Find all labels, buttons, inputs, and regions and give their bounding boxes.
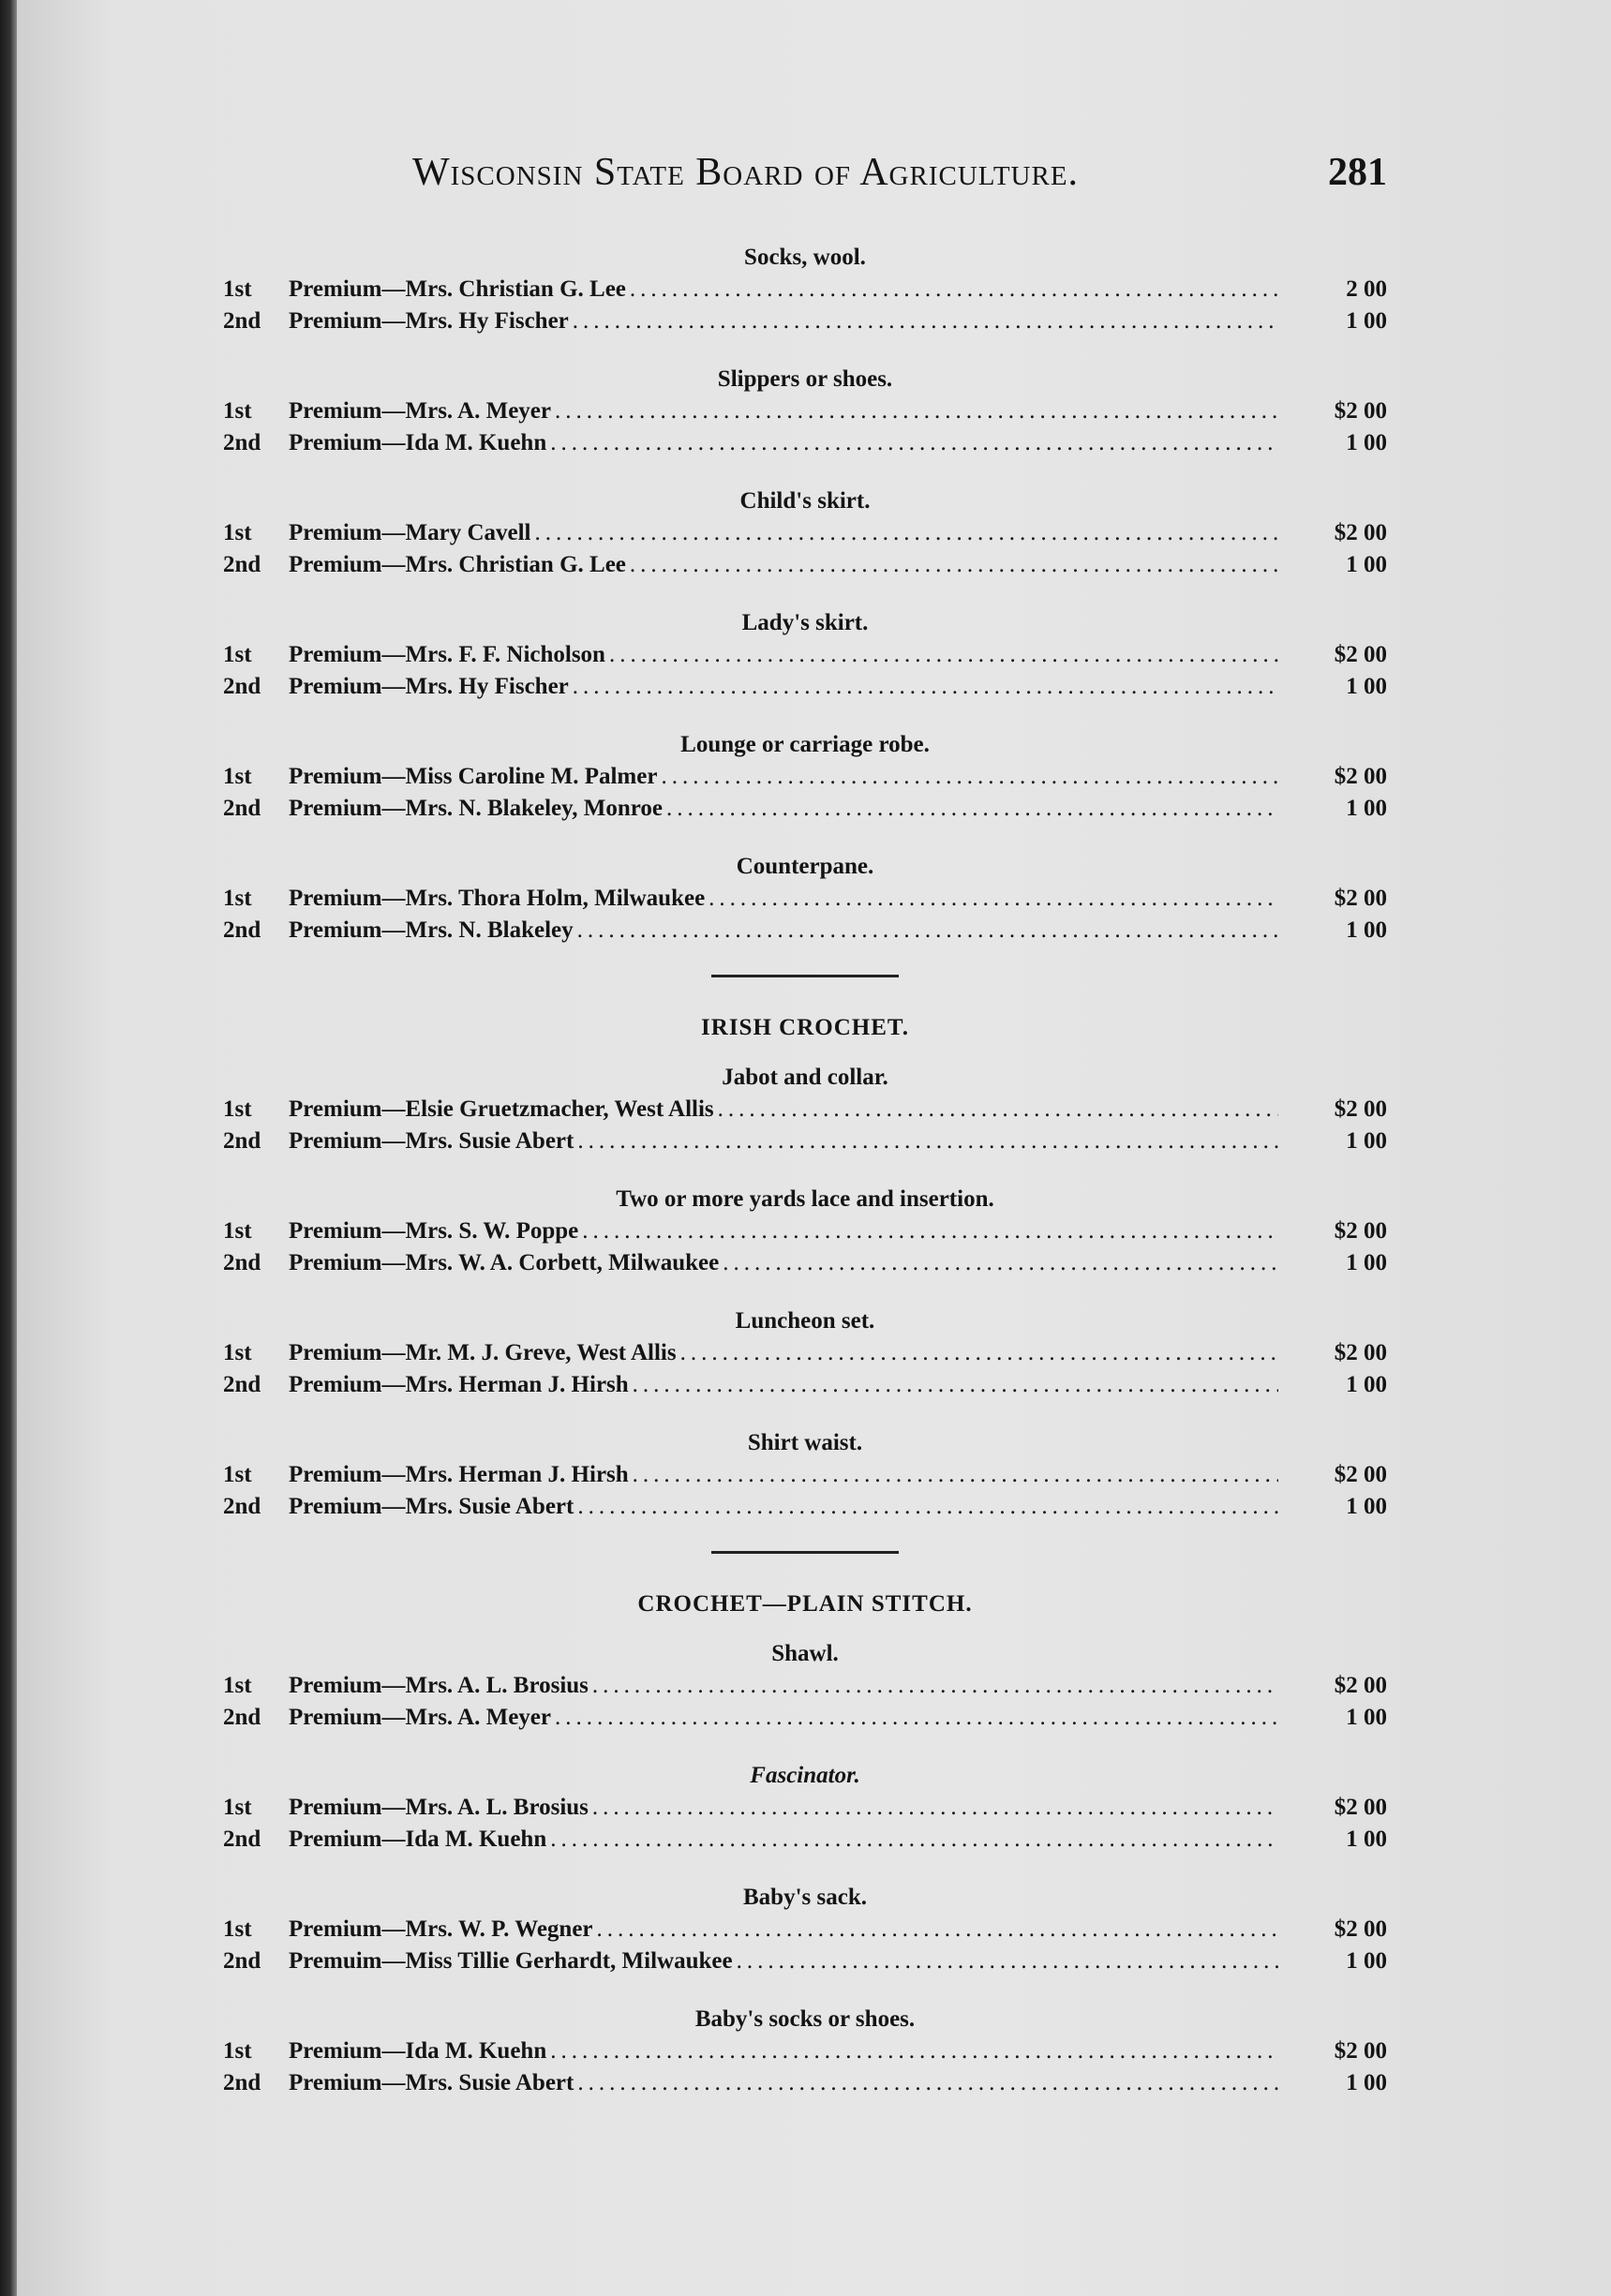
entry-title: Shawl. — [771, 1641, 839, 1666]
premium-place: 1st — [223, 642, 252, 667]
premium-entry — [223, 1184, 1387, 1279]
premium-place: 2nd — [223, 1372, 261, 1397]
premium-amount: 1 00 — [1346, 1372, 1387, 1397]
premium-place: 2nd — [223, 1250, 261, 1275]
premium-amount: 2 00 — [1346, 276, 1387, 302]
premium-place: 1st — [223, 1673, 252, 1698]
premium-row — [223, 517, 1387, 549]
premium-winner: Premium—Elsie Gruetzmacher, West Allis — [289, 1096, 714, 1122]
premium-amount: 1 00 — [1346, 1494, 1387, 1519]
premium-amount: $2 00 — [1334, 1462, 1387, 1487]
premium-row — [223, 306, 1387, 337]
dot-leader — [592, 1792, 1278, 1824]
premium-place: 1st — [223, 276, 252, 302]
running-title: Wisconsin State Board of Agriculture. — [412, 151, 1080, 194]
premium-amount: 1 00 — [1346, 2070, 1387, 2095]
premium-row — [223, 549, 1387, 581]
dot-leader — [573, 671, 1278, 703]
premium-winner: Premium—Mr. M. J. Greve, West Allis — [289, 1340, 677, 1365]
premium-row — [223, 1459, 1387, 1491]
premium-amount: $2 00 — [1334, 642, 1387, 667]
premium-place: 2nd — [223, 1494, 261, 1519]
premium-row — [223, 1946, 1387, 1977]
premium-amount: 1 00 — [1346, 1948, 1387, 1974]
premium-place: 2nd — [223, 2070, 261, 2095]
dot-leader — [737, 1946, 1278, 1977]
premium-row — [223, 793, 1387, 825]
dot-leader — [661, 761, 1278, 793]
premium-amount: $2 00 — [1334, 1340, 1387, 1365]
dot-leader — [609, 639, 1278, 671]
premium-amount: $2 00 — [1334, 764, 1387, 789]
premium-row — [223, 1491, 1387, 1523]
premium-winner: Premium—Mrs. A. Meyer — [289, 398, 551, 424]
premium-entry — [223, 364, 1387, 459]
dot-leader — [550, 427, 1278, 459]
premium-winner: Premium—Mrs. N. Blakeley — [289, 917, 574, 943]
section-heading: IRISH CROCHET. — [701, 1015, 909, 1040]
premium-row — [223, 1824, 1387, 1856]
dot-leader — [555, 1702, 1278, 1734]
dot-leader — [577, 1491, 1278, 1523]
premium-winner: Premium—Mrs. Herman J. Hirsh — [289, 1372, 629, 1397]
premium-winner: Premium—Mrs. Herman J. Hirsh — [289, 1462, 629, 1487]
premium-winner: Premium—Mrs. Susie Abert — [289, 1128, 574, 1154]
premium-place: 1st — [223, 1462, 252, 1487]
premium-entry — [223, 2004, 1387, 2099]
premium-amount: 1 00 — [1346, 552, 1387, 577]
dot-leader — [573, 306, 1278, 337]
premium-place: 2nd — [223, 552, 261, 577]
premium-row — [223, 761, 1387, 793]
entry-title: Lounge or carriage robe. — [680, 732, 930, 757]
premium-amount: 1 00 — [1346, 1128, 1387, 1154]
premium-winner: Premium—Mrs. F. F. Nicholson — [289, 642, 605, 667]
premium-winner: Premium—Mary Cavell — [289, 520, 531, 545]
dot-leader — [630, 549, 1278, 581]
entry-title: Lady's skirt. — [741, 610, 869, 635]
entry-title: Luncheon set. — [735, 1308, 875, 1334]
premium-place: 2nd — [223, 796, 261, 821]
premium-winner: Premium—Mrs. W. A. Corbett, Milwaukee — [289, 1250, 720, 1275]
premium-winner: Premium—Mrs. N. Blakeley, Monroe — [289, 796, 664, 821]
premium-place: 1st — [223, 886, 252, 911]
book-binding-edge — [0, 0, 17, 2296]
page-number: 281 — [1328, 151, 1387, 194]
premium-entry — [223, 242, 1387, 337]
premium-amount: 1 00 — [1346, 1826, 1387, 1852]
premium-row — [223, 915, 1387, 947]
premium-amount: $2 00 — [1334, 1795, 1387, 1820]
premium-place: 2nd — [223, 1705, 261, 1730]
premium-amount: 1 00 — [1346, 674, 1387, 699]
premium-amount: 1 00 — [1346, 796, 1387, 821]
premium-entry — [223, 729, 1387, 825]
page-header — [412, 150, 1387, 206]
dot-leader — [577, 1126, 1278, 1157]
premium-amount: 1 00 — [1346, 430, 1387, 455]
dot-leader — [709, 883, 1278, 915]
entry-title: Slippers or shoes. — [717, 366, 893, 392]
dot-leader — [723, 1247, 1278, 1279]
entry-title: Baby's sack. — [743, 1885, 867, 1910]
premium-winner: Premium—Mrs. Christian G. Lee — [289, 552, 626, 577]
premium-row — [223, 1215, 1387, 1247]
premium-amount: 1 00 — [1346, 1250, 1387, 1275]
premium-row — [223, 1792, 1387, 1824]
premium-place: 1st — [223, 1340, 252, 1365]
entry-title: Socks, wool. — [744, 245, 866, 270]
premium-place: 2nd — [223, 430, 261, 455]
premium-winner: Premium—Mrs. Christian G. Lee — [289, 276, 626, 302]
dot-leader — [577, 2067, 1278, 2099]
dot-leader — [633, 1459, 1278, 1491]
premium-place: 2nd — [223, 308, 261, 334]
entry-title: Child's skirt. — [739, 488, 871, 514]
premium-row — [223, 274, 1387, 306]
dot-leader — [718, 1094, 1278, 1126]
premium-amount: $2 00 — [1334, 520, 1387, 545]
premium-place: 1st — [223, 1218, 252, 1244]
premium-entry — [223, 1427, 1387, 1523]
premium-amount: $2 00 — [1334, 1673, 1387, 1698]
premium-list — [223, 232, 1387, 2099]
entry-title: Counterpane. — [736, 854, 874, 879]
entry-title: Two or more yards lace and insertion. — [616, 1186, 994, 1212]
section-heading: CROCHET—PLAIN STITCH. — [637, 1591, 973, 1617]
section-divider — [711, 975, 899, 977]
premium-entry — [223, 1882, 1387, 1977]
premium-row — [223, 671, 1387, 703]
premium-place: 2nd — [223, 1948, 261, 1974]
premium-winner: Premium—Mrs. Hy Fischer — [289, 308, 569, 334]
premium-row — [223, 1337, 1387, 1369]
premium-entry — [223, 607, 1387, 703]
premium-winner: Premium—Ida M. Kuehn — [289, 2038, 547, 2064]
premium-amount: $2 00 — [1334, 886, 1387, 911]
premium-entry — [223, 1638, 1387, 1734]
premium-entry — [223, 1305, 1387, 1401]
dot-leader — [633, 1369, 1278, 1401]
premium-amount: $2 00 — [1334, 1916, 1387, 1942]
premium-amount: 1 00 — [1346, 1705, 1387, 1730]
premium-winner: Premium—Mrs. A. L. Brosius — [289, 1673, 589, 1698]
dot-leader — [680, 1337, 1278, 1369]
premium-place: 1st — [223, 2038, 252, 2064]
premium-amount: $2 00 — [1334, 1218, 1387, 1244]
entry-title: Fascinator. — [750, 1763, 860, 1788]
premium-amount: $2 00 — [1334, 1096, 1387, 1122]
dot-leader — [555, 395, 1278, 427]
premium-place: 1st — [223, 398, 252, 424]
premium-place: 2nd — [223, 917, 261, 943]
dot-leader — [535, 517, 1279, 549]
premium-winner: Premium—Mrs. S. W. Poppe — [289, 1218, 579, 1244]
premium-winner: Premium—Mrs. Susie Abert — [289, 2070, 574, 2095]
premium-amount: 1 00 — [1346, 917, 1387, 943]
premium-row — [223, 395, 1387, 427]
premium-amount: 1 00 — [1346, 308, 1387, 334]
premium-place: 1st — [223, 764, 252, 789]
premium-place: 1st — [223, 1916, 252, 1942]
premium-amount: $2 00 — [1334, 2038, 1387, 2064]
premium-winner: Premium—Mrs. Susie Abert — [289, 1494, 574, 1519]
premium-entry — [223, 1062, 1387, 1157]
premium-winner: Premium—Mrs. A. L. Brosius — [289, 1795, 589, 1820]
premium-place: 1st — [223, 1795, 252, 1820]
premium-row — [223, 1369, 1387, 1401]
premium-winner: Premium—Ida M. Kuehn — [289, 430, 547, 455]
premium-entry — [223, 1760, 1387, 1856]
premium-entry — [223, 485, 1387, 581]
premium-row — [223, 1670, 1387, 1702]
entry-title: Baby's socks or shoes. — [694, 2006, 916, 2032]
dot-leader — [597, 1914, 1278, 1946]
premium-place: 1st — [223, 1096, 252, 1122]
premium-winner: Premium—Mrs. A. Meyer — [289, 1705, 551, 1730]
dot-leader — [582, 1215, 1278, 1247]
premium-row — [223, 1094, 1387, 1126]
dot-leader — [577, 915, 1278, 947]
dot-leader — [630, 274, 1278, 306]
premium-winner: Premium—Mrs. W. P. Wegner — [289, 1916, 593, 1942]
dot-leader — [550, 2035, 1278, 2067]
premium-winner: Premium—Miss Caroline M. Palmer — [289, 764, 658, 789]
section-divider — [711, 1551, 899, 1554]
entry-title: Shirt waist. — [747, 1430, 863, 1455]
premium-winner: Premium—Mrs. Thora Holm, Milwaukee — [289, 886, 706, 911]
dot-leader — [592, 1670, 1278, 1702]
dot-leader — [550, 1824, 1278, 1856]
premium-row — [223, 1702, 1387, 1734]
premium-row — [223, 427, 1387, 459]
dot-leader — [666, 793, 1278, 825]
premium-winner: Premium—Ida M. Kuehn — [289, 1826, 547, 1852]
premium-row — [223, 2035, 1387, 2067]
premium-place: 2nd — [223, 674, 261, 699]
entry-title: Jabot and collar. — [722, 1065, 888, 1090]
premium-row — [223, 1126, 1387, 1157]
premium-row — [223, 2067, 1387, 2099]
premium-row — [223, 639, 1387, 671]
premium-winner: Premium—Mrs. Hy Fischer — [289, 674, 569, 699]
premium-amount: $2 00 — [1334, 398, 1387, 424]
premium-row — [223, 883, 1387, 915]
premium-row — [223, 1247, 1387, 1279]
premium-place: 2nd — [223, 1128, 261, 1154]
premium-winner: Premuim—Miss Tillie Gerhardt, Milwaukee — [289, 1948, 733, 1974]
premium-place: 1st — [223, 520, 252, 545]
premium-place: 2nd — [223, 1826, 261, 1852]
premium-row — [223, 1914, 1387, 1946]
premium-entry — [223, 851, 1387, 947]
